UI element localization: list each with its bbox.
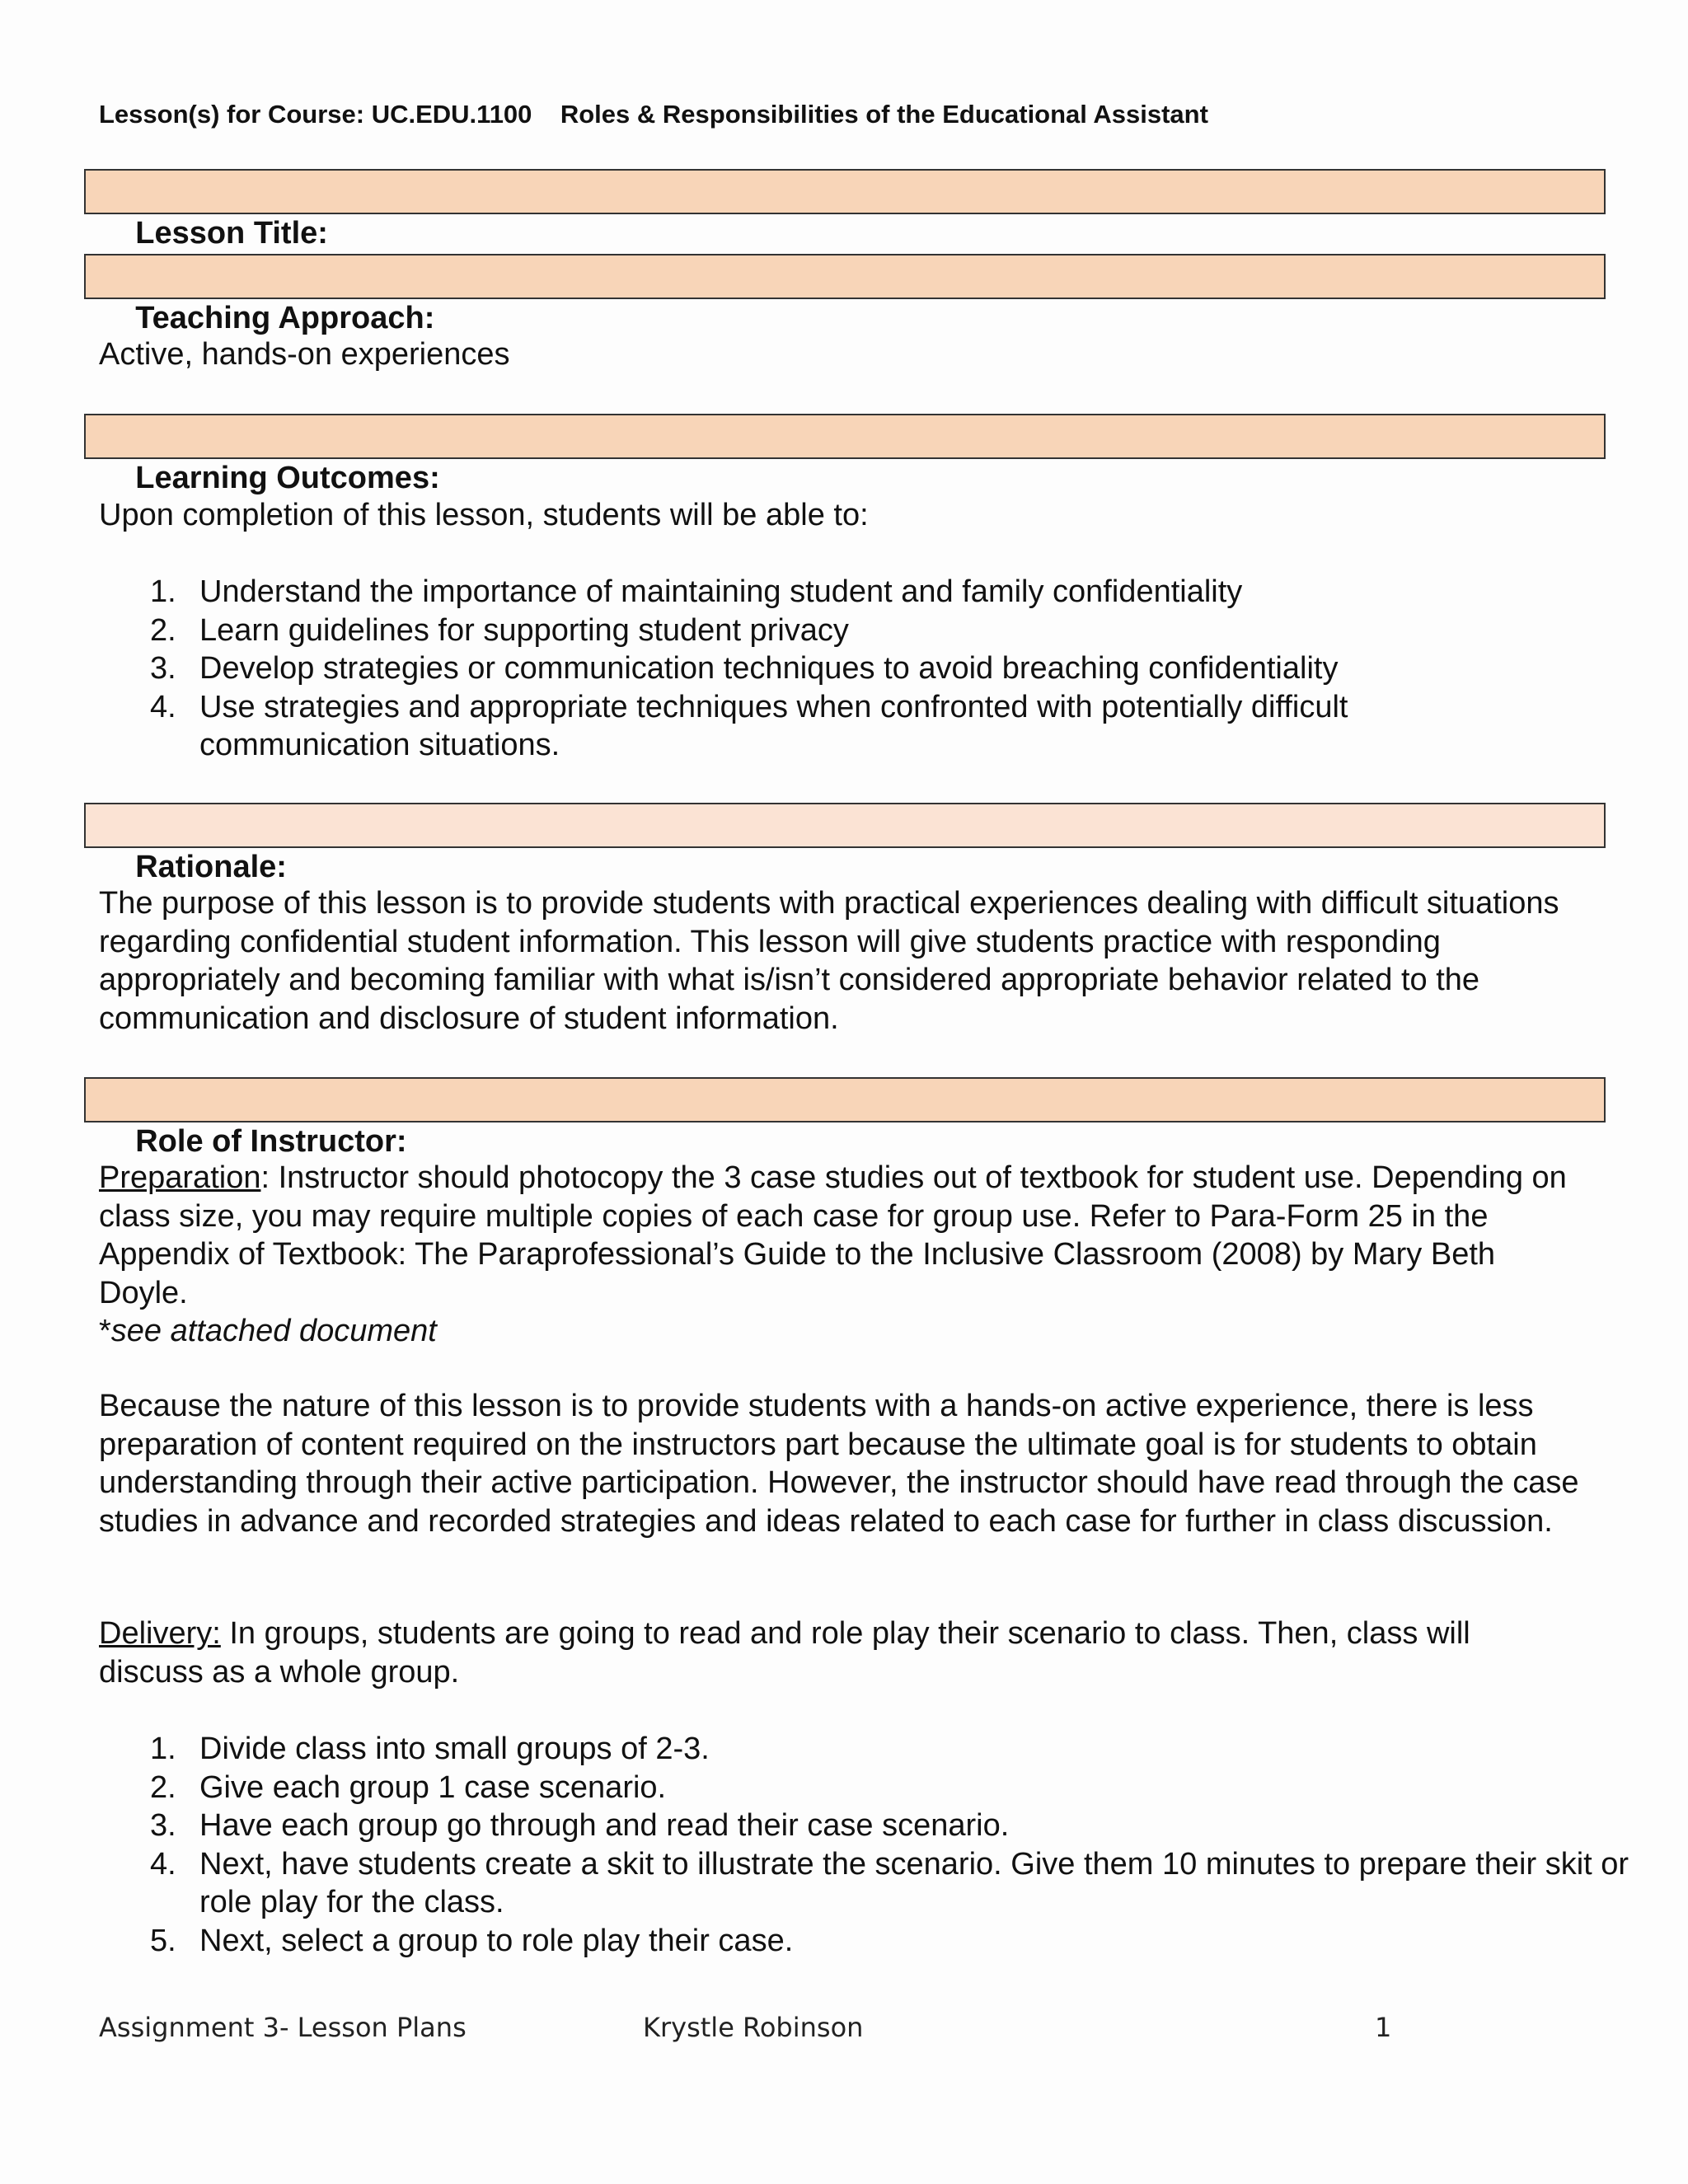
- list-text: Have each group go through and read their case scenario.: [199, 1808, 1010, 1843]
- footer-author: Krystle Robinson: [643, 2012, 864, 2043]
- preparation-text: : Instructor should photocopy the 3 case studies out of textbook for student use. Depending on class size, you may require multiple copies of each case for group use. Refer to Para-Form 25 in the Appendix of Textbook: The Paraprofessional’s Guide to the Inclusive Classroom (2008) by Mary Beth Doyle.: [99, 1160, 1567, 1310]
- delivery-text: In groups, students are going to read and role play their scenario to class. Then, class will discuss as a whole group.: [99, 1616, 1470, 1690]
- list-item: [99, 573, 1582, 612]
- list-text: Give each group 1 case scenario.: [199, 1769, 667, 1805]
- list-item: [99, 1769, 1582, 1807]
- list-item: [99, 1922, 1582, 1961]
- list-number: 2.: [150, 1769, 176, 1805]
- see-attached-star: *: [99, 1314, 111, 1348]
- lesson-title-label: Lesson Title:: [135, 216, 328, 251]
- teaching-approach-text: Active, hands-on experiences: [99, 337, 510, 372]
- list-text: Learn guidelines for supporting student privacy: [199, 612, 849, 648]
- list-text: Divide class into small groups of 2-3.: [199, 1732, 710, 1766]
- footer-assignment: Assignment 3- Lesson Plans: [99, 2012, 467, 2043]
- preparation-label: Preparation: [99, 1160, 261, 1195]
- list-number: 2.: [150, 612, 176, 648]
- list-number: 3.: [150, 651, 176, 686]
- course-header: Lesson(s) for Course: UC.EDU.1100 Roles & Responsibilities of the Educational Assistant: [99, 100, 1208, 129]
- footer-page-number: 1: [1375, 2012, 1392, 2043]
- list-text: Develop strategies or communication techniques to avoid breaching confidentiality: [199, 651, 1339, 686]
- list-item: [99, 1730, 1582, 1769]
- role-of-instructor-label: Role of Instructor:: [135, 1124, 407, 1159]
- list-number: 1.: [150, 1732, 176, 1766]
- list-item: [99, 1845, 1658, 1922]
- list-item: [99, 1807, 1582, 1845]
- list-item: [99, 649, 1582, 688]
- learning-outcomes-intro: Upon completion of this lesson, students will be able to:: [99, 498, 869, 532]
- lesson-title-bar: [84, 169, 1606, 251]
- list-item: [99, 612, 1582, 650]
- list-text: Next, have students create a skit to illustrate the scenario. Give them 10 minutes to prepare their skit or role play for the class.: [199, 1846, 1629, 1919]
- because-paragraph: Because the nature of this lesson is to provide students with a hands-on active experience, there is less preparation of content required on the instructors part because the ultimate goal is for students to obtain understanding through their active participation. However, the instructor should have read through the case studies in advance and recorded strategies and ideas related to each case for further in class discussion.: [99, 1389, 1579, 1539]
- list-number: 1.: [150, 574, 176, 609]
- learning-outcomes-label: Learning Outcomes:: [135, 461, 440, 495]
- delivery-steps-list: [99, 1730, 1629, 1960]
- list-number: 5.: [150, 1923, 176, 1958]
- list-text: Understand the importance of maintaining student and family confidentiality: [199, 574, 1243, 609]
- list-item: [99, 688, 1551, 765]
- teaching-approach-label: Teaching Approach:: [135, 301, 435, 335]
- learning-outcomes-heading: [84, 414, 1606, 495]
- list-text: Next, select a group to role play their case.: [199, 1923, 794, 1958]
- teaching-approach-heading: [84, 254, 1606, 335]
- delivery-paragraph: [99, 1615, 1582, 1691]
- preparation-paragraph: [99, 1159, 1582, 1351]
- list-text: Use strategies and appropriate techniques when confronted with potentially difficult communication situations.: [199, 689, 1348, 762]
- list-number: 4.: [150, 689, 176, 724]
- rationale-text: The purpose of this lesson is to provide students with practical experiences dealing with difficult situations regarding confidential student information. This lesson will give students practice with responding appropriately and becoming familiar with what is/isn’t considered appropriate behavior related to the communication and disclosure of student information.: [99, 886, 1559, 1036]
- see-attached-note: see attached document: [110, 1314, 437, 1348]
- role-of-instructor-heading: [84, 1077, 1606, 1159]
- rationale-label: Rationale:: [135, 850, 287, 884]
- list-number: 3.: [150, 1808, 176, 1843]
- rationale-heading: [84, 803, 1606, 884]
- delivery-label: Delivery:: [99, 1616, 221, 1651]
- learning-outcomes-list: [99, 573, 1582, 765]
- list-number: 4.: [150, 1846, 176, 1882]
